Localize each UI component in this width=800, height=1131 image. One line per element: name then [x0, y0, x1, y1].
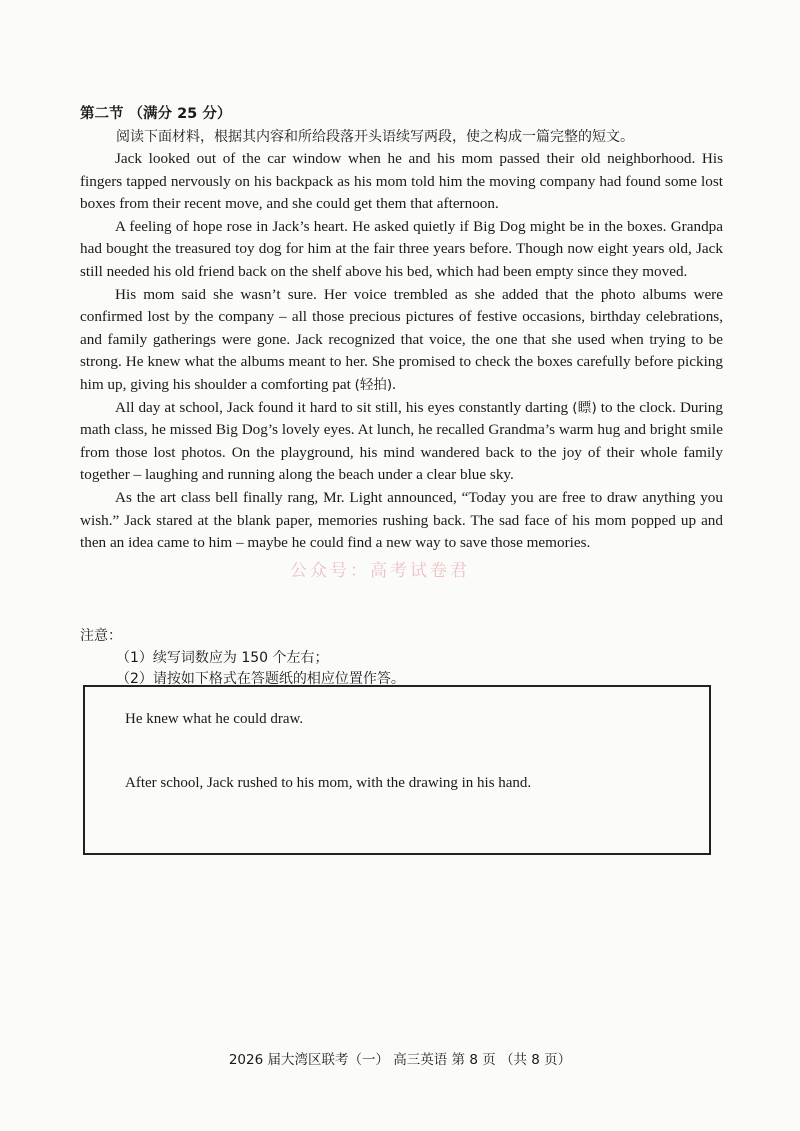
section-title: 第二节 （满分 25 分） — [80, 106, 232, 122]
reading-passage — [80, 148, 723, 555]
gloss-dart: (瞟) — [572, 399, 597, 416]
passage-paragraph-5: As the art class bell finally rang, Mr. Light announced, “Today you are free to draw anything you wish.” Jack stared at the blank paper, memories rushing back. The sad face of his mom popped up and then an idea came to him – maybe he could find a new way to save those memories. — [80, 488, 723, 552]
gloss-pat: (轻拍) — [354, 376, 393, 393]
note-item-1: （1）续写词数应为 150 个左右； — [116, 650, 329, 666]
paragraph-4-text-a: All day at school, Jack found it hard to sit still, his eyes constantly darting — [115, 398, 569, 416]
passage-paragraph-3 — [80, 284, 723, 397]
passage-paragraph-1: Jack looked out of the car window when he and his mom passed their old neighborhood. His fingers tapped nervously on his backpack as his mom told him the moving company had found some lost boxes from their recent move, and she could get them that afternoon. — [80, 150, 723, 213]
answer-box — [83, 685, 711, 855]
watermark: 公众号：高考试卷君 — [290, 561, 470, 581]
passage-paragraph-4 — [80, 397, 723, 487]
paragraph-opener-1: He knew what he could draw. — [125, 711, 304, 727]
paragraph-3-end: . — [392, 375, 396, 393]
page-footer: 2026 届大湾区联考（一） 高三英语 第 8 页 （共 8 页） — [228, 1052, 572, 1068]
note-item-2: （2）请按如下格式在答题纸的相应位置作答。 — [116, 671, 405, 687]
notes-title: 注意： — [80, 628, 122, 644]
paragraph-4-text-b: to the clock. During math class, he missed Big Dog’s lovely eyes. At lunch, he recalled Grandma’s warm hug and bright smile from those lost photos. On the playground, his mind wandered back to the joy of their whole family together – laughing and running along the beach under a clear blue sky. — [80, 398, 723, 484]
instruction-text: 阅读下面材料，根据其内容和所给段落开头语续写两段，使之构成一篇完整的短文。 — [116, 129, 634, 145]
passage-paragraph-2: A feeling of hope rose in Jack’s heart. He asked quietly if Big Dog might be in the boxes. Grandpa had bought the treasured toy dog for him at the fair three years before. Though now eight years old, Jack still needed his old friend back on the shelf above his bed, which had been empty since they moved. — [80, 217, 723, 280]
paragraph-opener-2: After school, Jack rushed to his mom, with the drawing in his hand. — [125, 775, 532, 791]
paragraph-3-text: His mom said she wasn’t sure. Her voice trembled as she added that the photo albums were confirmed lost by the company – all those precious pictures of festive occasions, birthday celebrations, and family gatherings were gone. Jack recognized that voice, the one that she used when trying to be strong. He knew what the albums meant to her. She promised to check the boxes carefully before picking him up, giving his shoulder a comforting pat — [80, 285, 723, 393]
